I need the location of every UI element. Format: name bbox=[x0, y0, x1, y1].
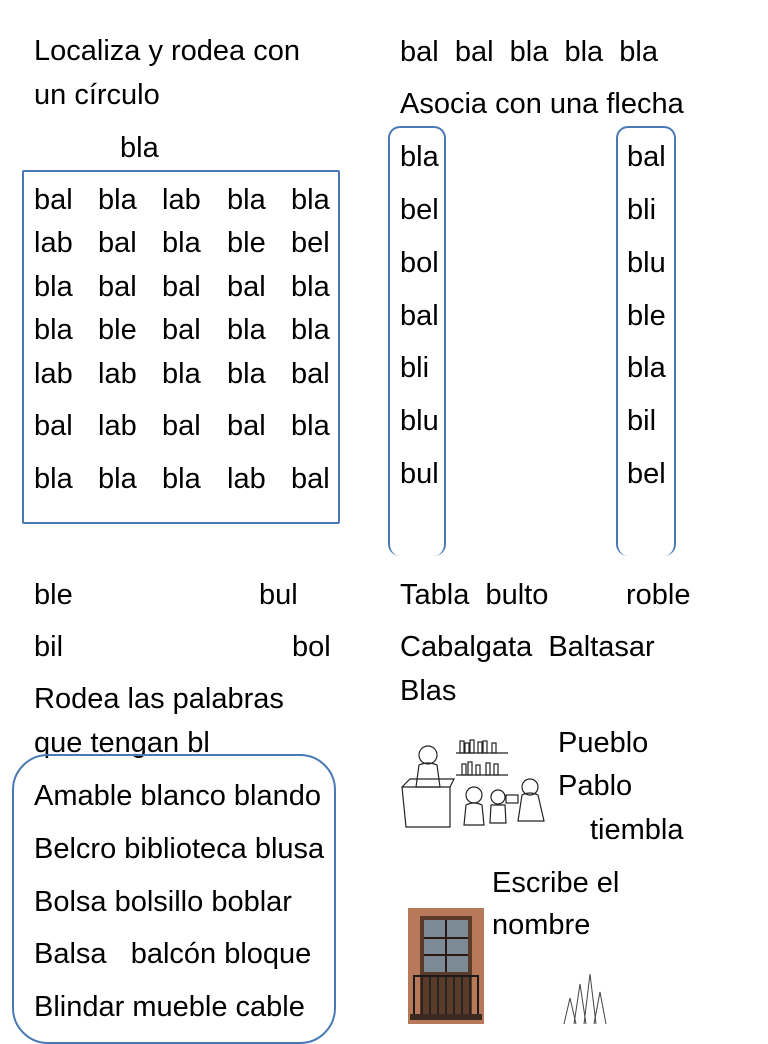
left-column-item: bal bbox=[400, 300, 439, 332]
q4-write-line2: nombre bbox=[492, 909, 591, 941]
grid-cell: bal bbox=[98, 227, 137, 259]
grid-cell: bal bbox=[98, 271, 137, 303]
grid-cell: bal bbox=[162, 271, 201, 303]
grid-cell: bal bbox=[227, 410, 266, 442]
grid-cell: bla bbox=[98, 184, 137, 216]
left-column-item: bul bbox=[400, 458, 439, 490]
grid-cell: bal bbox=[291, 358, 330, 390]
q4-line3: Blas bbox=[400, 675, 457, 707]
grid-cell: bal bbox=[162, 314, 201, 346]
q4-write-line1: Escribe el bbox=[492, 867, 620, 899]
grid-cell: ble bbox=[98, 314, 137, 346]
right-column-item: bla bbox=[627, 352, 666, 384]
left-column-item: blu bbox=[400, 405, 439, 437]
grid-cell: bla bbox=[162, 358, 201, 390]
grid-cell: bla bbox=[34, 463, 73, 495]
q3-row2-left: bil bbox=[34, 631, 64, 663]
grid-cell: bal bbox=[162, 410, 201, 442]
left-column-item: bol bbox=[400, 247, 439, 279]
word-line: Amable blanco blando bbox=[34, 780, 321, 812]
q2-top-line: bal bal bla bla bla bbox=[400, 36, 658, 68]
word-line: Belcro biblioteca blusa bbox=[34, 833, 325, 865]
grid-cell: bla bbox=[291, 184, 330, 216]
word-line: Bolsa bolsillo boblar bbox=[34, 886, 292, 918]
q1-target-syllable: bla bbox=[120, 132, 159, 164]
grid-cell: bla bbox=[34, 314, 73, 346]
q4-word-2: Pablo bbox=[558, 770, 633, 802]
grid-cell: bla bbox=[34, 271, 73, 303]
grid-cell: bla bbox=[98, 463, 137, 495]
q4-line1-a: Tabla bulto bbox=[400, 579, 549, 611]
right-column-item: ble bbox=[627, 300, 666, 332]
right-column-item: blu bbox=[627, 247, 666, 279]
grid-cell: lab bbox=[162, 184, 201, 216]
grid-cell: bal bbox=[34, 410, 73, 442]
q2-right-column-box bbox=[616, 126, 676, 556]
grid-cell: bla bbox=[227, 314, 266, 346]
q2-instruction: Asocia con una flecha bbox=[400, 88, 684, 120]
right-column-item: bli bbox=[627, 194, 657, 226]
q1-instruction-line2: un círculo bbox=[34, 79, 160, 111]
grid-cell: bel bbox=[291, 227, 330, 259]
word-line: Balsa balcón bloque bbox=[34, 938, 312, 970]
library-illustration bbox=[398, 735, 552, 835]
q4-word-3: tiembla bbox=[590, 814, 684, 846]
grid-cell: bla bbox=[162, 463, 201, 495]
q1-instruction-line1: Localiza y rodea con bbox=[34, 35, 300, 67]
right-column-item: bal bbox=[627, 141, 666, 173]
grid-cell: bla bbox=[291, 271, 330, 303]
balcony-window-image bbox=[408, 908, 484, 1024]
grid-cell: lab bbox=[227, 463, 266, 495]
grid-cell: lab bbox=[98, 358, 137, 390]
grid-cell: lab bbox=[34, 227, 73, 259]
q3-instruction-line2: que tengan bl bbox=[34, 727, 210, 759]
q3-instruction-line1: Rodea las palabras bbox=[34, 683, 284, 715]
q4-word-1: Pueblo bbox=[558, 727, 649, 759]
q3-row1-left: ble bbox=[34, 579, 73, 611]
left-column-item: bli bbox=[400, 352, 430, 384]
left-column-item: bla bbox=[400, 141, 439, 173]
q3-row1-right: bul bbox=[259, 579, 298, 611]
q3-row2-right: bol bbox=[292, 631, 331, 663]
grid-cell: bal bbox=[291, 463, 330, 495]
grid-cell: bla bbox=[291, 410, 330, 442]
q4-line2: Cabalgata Baltasar bbox=[400, 631, 655, 663]
q4-line1-b: roble bbox=[626, 579, 691, 611]
grid-cell: lab bbox=[34, 358, 73, 390]
grid-cell: bal bbox=[34, 184, 73, 216]
grid-cell: bla bbox=[227, 358, 266, 390]
grid-cell: lab bbox=[98, 410, 137, 442]
grid-cell: bla bbox=[291, 314, 330, 346]
right-column-item: bel bbox=[627, 458, 666, 490]
left-column-item: bel bbox=[400, 194, 439, 226]
grid-cell: bla bbox=[162, 227, 201, 259]
grid-cell: bal bbox=[227, 271, 266, 303]
grid-cell: bla bbox=[227, 184, 266, 216]
grid-cell: ble bbox=[227, 227, 266, 259]
q2-left-column-box bbox=[388, 126, 446, 556]
word-line: Blindar mueble cable bbox=[34, 991, 305, 1023]
right-column-item: bil bbox=[627, 405, 657, 437]
pencil-sketch-image bbox=[556, 970, 610, 1024]
